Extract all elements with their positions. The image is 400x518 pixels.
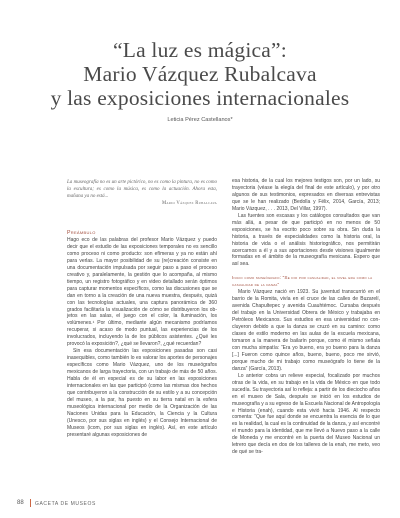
page-number: 88 [17,500,24,506]
page-footer [0,496,400,512]
left-column [67,230,217,439]
epigraph-attribution: Mario Vázquez Rubalcava [161,200,217,206]
epigraph [67,180,217,208]
footer-divider [30,499,31,507]
author-name: Leticia Pérez Castellanos* [167,117,233,123]
right-column [232,178,380,456]
title-line-2: Mario Vázquez Rubalcava [83,62,317,86]
epigraph-text: La museografía no es un arte pictórico, no es como la pintura, no es como la escultura; es como la música, es como la actuación. Ahora esta, mañana ya no está... [67,180,217,199]
subheading: Inicio como museógrafo: “Se dio por casualidad, el nivel era como la casualidad de la danza” [232,275,373,288]
body-paragraph: Sin esa documentación las exposiciones pasadas son casi inasequibles, como también lo es valorar los aportes de personajes específicos como Mario Vázquez, uno de los museógrafos mexicanos de larga trayectoria, con un trabajo de más de 50 años. Habla de él en especial es de su labor en las exposiciones internacionales en las que participó (como las mismas dos hechos que contribuyeron a la construcción de su estilo y a su concepción del museo, a la par, ha puesto en su tierra natal en la esfera museológica internacional por medio de la Organización de las Naciones Unidas para la Educación, la Ciencia y la Cultura (Unesco, por sus siglas en inglés) y el Consejo Internacional de Museos (icom, por sus siglas en inglés). Así, en este artículo presentaré algunas exposiciones de [67,348,217,438]
body-paragraph: esa historia, de la cual los mejores testigos son, por un lado, su trayectoria (véase la elegía del final de este artículo), y por otro algunos de sus testimonios, expresados en diversas entrevistas que se le han realizado (Bedolla y Félix, 2014, García, 2013; Mario Vázquez, . . . 2013, Del Villar, 1997). [232,178,380,212]
body-paragraph: Hago eco de las palabras del profesor Mario Vázquez y puedo decir que el estudio de las exposiciones temporales no es sencillo como proceso ni como producto: son efímeras y ya no están ahí para verlas. La mayor posibilidad de su (re)creación consiste en una documentación impulsada por seguir paso a paso el proceso creativo y, paralelamente, la gestión que lo acompaña, al mismo tiempo, un registro fotográfico y en video detallado serán óptimos para capturar momentos específicos, como las discusiones que se dan en torno a la creación de una nueva muestra, después, quizá con las tecnologías actuales, una captura panorámica de 360 grados facilitaría la visualización de cómo se distribuyeron los objetos en las salas, el juego con el color, la iluminación, los volúmenes.¹ Por último, mediante algún mecanismo podríamos recuperar, si acaso de modo puntual, las experiencias de los involucrados, incluyendo la de los públicos asistentes. ¿Qué les provocó la exposición?, ¿qué se llevaron?, ¿qué recuerdan? [67,237,217,348]
title-line-1: “La luz es mágica”: [113,38,287,62]
section-heading: Preámbulo [67,230,96,236]
magazine-name: GACETA DE MUSEOS [35,501,96,507]
body-paragraph: Lo anterior cobra un relieve especial, focalizado por muchos otras de la vida, en su trabajo en la vida de México en que todo sucedía. Su trayectoria así lo refleja: a partir de los dieciocho años en el museo de Sala, después se inició en los estudios de museografía y a su egreso de la Escuela Nacional de Antropología e Historia (enah), cuando esta vivió hacia 1946. Al respecto comenta: “Que fue aquí donde se encuentra la esencia de lo que es la realidad, la cual es la continuidad de la danza, y así encontré el mundo para la identidad, que me llevó a Nuevo paso a la calle de Moneda y me encontré en la puerta del Museo Nacional un letrero que decía en dos de los talleres de la enah, me meto, veo de qué se tra- [232,372,380,456]
body-paragraph: Mario Vázquez nació en 1923. Su juventud transcurrió en el barrio de la Romita, vivía en el cruce de las calles de Buzarelí, avenida Chapultepec y avenida Cuauhtémoc. Cursaba después del trabajo en la Universidad Obrera de México y trabajaba en Petróleos Mexicanos. Sus estudios en esa universidad no concluyeron debido a que la danza se cruzó en su camino: como clases de estilo moderno en las aulas de la escuela mexicana, tomaron a la manera de bailarín porque, como él mismo señala con mucha simpatía: “Era yo bueno, era yo bueno para la danza [...] Fueron como quince años, bueno, bueno, poco me sirvió, porque mucho de mi trabajo como museógrafo lo tiene de la danza” (García, 2013). [232,289,380,372]
title-line-3: y las exposiciones internacionales [50,86,350,110]
body-paragraph: Las fuentes son escasas y los catálogos consultados que van más allá, a pesar de que participó en no menos de 50 exposiciones, se ha escrito poco sobre su obra. Sin duda la historia, a través de especialidades como la historia oral, la historia de vida o el análisis historiográfico, nos permitirán acercarnos a él y a sus aportaciones desde visiones igualmente formadas en el ámbito de la museografía mexicana. Espero que así sea. [232,212,380,268]
article-title [0,38,400,110]
